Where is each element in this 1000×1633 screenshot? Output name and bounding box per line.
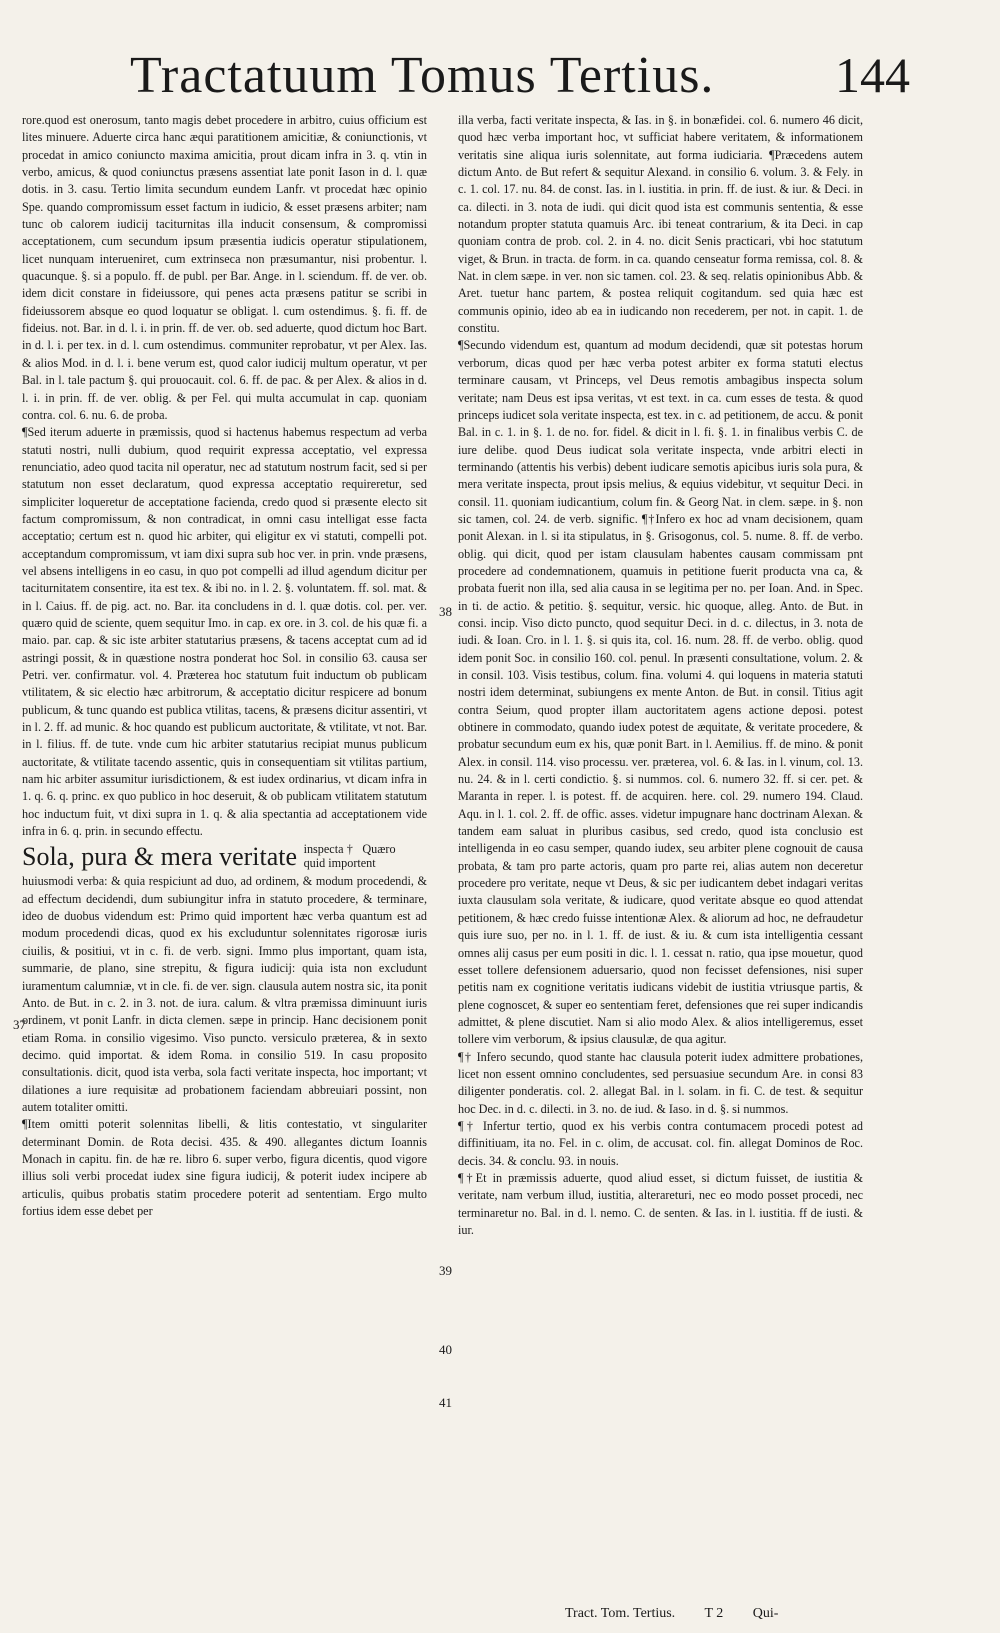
left-paragraph-3: huiusmodi verba: & quia respiciunt ad duo, ad ordinem, & modum procedendi, & ad effectum decidendi, dum subiungitur infra in statuto procedere, & terminare, ideo de duobus videndum est: Primo quid importent hæc verba quantum est ad modum procedendi dicas, quod ex his excluduntur solennitates rigorosæ iuris ciuilis, & positiui, vt in c. fi. de verb. signi. Immo plus important, quam ista, summarie, de plano, sine strepitu, & figura iudicij: quia ista non excludunt iuramentum calumniæ, vt in cle. fi. de ver. sign. clausula autem nostra sic, ita ponit Anto. de But. in c. 2. in 3. not. de iura. calum. & vltra præmissa diminuunt iuris ordinem, vt ponit Lanfr. in dicta clemen. sæpe in princip. Hanc decisionem ponit etiam Roma. in consilio vigesimo. Viso puncto. versiculo præterea, & in sexto decimo. quid importat. & idem Roma. in consilio 519. In casu proposito consultationis. dicit, quod ista verba, sola facti veritate inspecta, hoc important; vt dilationes a iure requisitæ ad probationem faciendam abbreuiari possint, non autem totaliter omitti. (22, 874, 427, 1114)
running-title: Tractatuum Tomus Tertius. (130, 47, 715, 104)
margin-number-40: 40 (439, 1342, 452, 1357)
left-paragraph-1: rore.quod est onerosum, tanto magis debet procedere in arbitro, cuius officium est lites minuere. Aduerte circa hanc æqui paratitionem amicitiæ, & coniunctionis, vt procedat in amico coniuncto maxima amicitia, prout dicam infra in 3. q. vtin in verbo, amicus, & quod coniunctus præsens assentiat late ponit Iason in d. l. quæ dotis. in 3. casu. Tertio limita secundum eundem Lanfr. vt procedat hæc opinio Spe. quando compromissum esset factum in iudicio, & esset præsens arbiter; nam tunc ob calorem iudicij taciturnitas illa inducit consensum, & compromissi acceptationem, cum secundum ipsum præsentia iudicis operatur stipulationem, licet nunquam interueniret, cum extrinseca non præsumantur, nisi probentur. l. quacunque. §. si a populo. ff. de publ. per Bar. Ange. in l. sciendum. ff. de ver. ob. idem dicit constare in fideiussore, qui penes acta præsens patitur se scribi in fideiussorem absque eo quod loquatur se obligat. l. cum ostendimus. §. fi. ff. de fideius. not. Bar. in d. l. i. in prin. ff. de ver. ob. sed aduerte, quod dictum hoc Bart. in d. l. i. per tex. in d. l. cum ostendimus. communiter reprobatur, vt per Alex. Ias. & alios Mod. in d. l. i. bene verum est, quod calor iudicij multum operatur, vt per Bal. in l. tale pactum §. qui prouocauit. col. 6. ff. de pac. & per Alex. & alios in d. l. i. in prin. ff. de ver. oblig. & per Fel. qui multa accumulat in cap. quoniam contra. col. 6. nu. 6. de proba. (22, 113, 427, 422)
margin-number-39: 39 (439, 1263, 452, 1278)
right-paragraph-3: ¶† Infero secundo, quod stante hac clausula poterit iudex admittere probationes, licet non essent omnino concludentes, sed persuasiue secundum Are. in consi 83 diligenter ponderatis. col. 2. allegat Bal. in l. solam. in fi. C. de test. & sequitur hoc Dec. in d. c. dilecti. in 3. no. de iud. & Iaso. in d. §. si nummos. (458, 1049, 863, 1116)
folio-number: 144 (835, 47, 910, 103)
left-column (22, 112, 427, 1597)
footer-signature-line (565, 1606, 965, 1622)
right-paragraph-4: ¶† Infertur tertio, quod ex his verbis contra contumacem procedi potest ad diffinitiuam, ita no. Fel. in c. olim, de accusat. col. fin. allegat Dominos de Roc. decis. 34. & conclu. 93. in nouis. (458, 1118, 863, 1168)
signature-text: Tract. Tom. Tertius. (565, 1606, 676, 1621)
signature-mark: T 2 (704, 1606, 724, 1621)
catchword: Qui- (752, 1606, 779, 1621)
right-paragraph-1: illa verba, facti veritate inspecta, & Ias. in §. in bonæfidei. col. 6. numero 46 dicit, quod hæc verba important hoc, vt sufficiat habere veritatem, & informationem veritatis sine aliqua iuris solennitate, aut forma iudiciaria. ¶Præcedens autem dictum Anto. de But refert & sequitur Alexand. in consilio 6. volum. 3. & Fely. in c. 1. col. 17. nu. 84. de const. Ias. in l. iustitia. in prin. ff. de iust. & iur. & Deci. in ca. dilecti. in 3. nota de iudi. qui dicit quod ista est communis sententia, & esse notandum propter statuta quamuis Arc. ibi teneat contrarium, & ita Deci. in cap quoniam contra de prob. col. 2. in 4. no. dicit Senis practicari, vbi hoc statutum viget, & Brun. in tracta. de form. in ca. quando censeatur forma remissa, col. 8. & Nat. in clem sæpe. in ver. non sic tamen. col. 23. & seq. relatis opinionibus Abb. & Aret. tuetur hanc partem, & postea reliquit cogitandum. sed quia hæc est communis opinio, ideo ab ea in iudicando non recederem, per not. in capit. 1. de constitu. (458, 113, 863, 336)
section-heading-small: inspecta† Quæro quid importent (303, 842, 396, 871)
right-column (458, 112, 863, 1552)
section-heading-large: Sola, pura & mera veritate (22, 842, 298, 872)
section-heading (22, 842, 427, 872)
margin-number-38: 38 (439, 604, 452, 619)
right-paragraph-5: ¶†Et in præmissis aduerte, quod aliud esset, si dictum fuisset, de iustitia & veritate, nam verbum illud, iustitia, alterareturi, nec eo modo posset procedi, nec terminaretur no. Bal. in d. l. nemo. C. de senten. & Ias. in l. iustitia. ff de iusti. & iur. (458, 1170, 863, 1237)
margin-number-41: 41 (439, 1395, 452, 1410)
right-paragraph-2: ¶Secundo videndum est, quantum ad modum decidendi, quæ sit potestas horum verborum, dicas quod per hæc verba potest arbiter ex forma statuti electus terminare causam, vt Princeps, vel Deus remotis ambagibus inspecta solum veritate; nam Deus est ipsa veritas, vt est text. in ca. cum esses de testa. & quod princeps iudicet sola veritate inspecta, est tex. in c. ad petitionem, de accu. & ponit Bal. in c. 1. in §. 1. de no. for. fidel. & dicit in l. fi. §. 1. in finalibus verbis C. de iure delibe. quod Deus iudicat sola veritate inspecta, vnde arbitri electi in terminando (attentis his verbis) debent iudicare semotis apicibus iuris sola pura, & mera veritate inspecta, prout ipsis melius, & equius videbitur, vt sequitur Deci. in consil. 11. quoniam iudicantium, colum fin. & Georg Nat. in clem. sæpe. in §. non sic tamen, col. 24. de verb. signific. ¶†Infero ex hoc ad vnam decisionem, quam ponit Alexan. in l. si ita stipulatus, in §. Grisogonus, col. 5. nume. 8. ff. de verbo. oblig. qui dicit, quod per istam clausulam habentes causam commissam pnt procedere ad condemnationem, quamuis in petitione fuerit producta vna ca, & probata fuerit non illa, sed alia causa in se legitima per no. per Ioan. And. in Spec. in ti. de actio. & petitio. §. sequitur, versic. hic quoque, alleg. Anto. de But. in consi. incip. Viso dicto puncto, quod sequitur Deci. in d. c. dilectus, in 3. nota de iudi. & Ioan. Cro. in l. 1. §. si quis ita, col. 16. num. 28. ff. de verbo. oblig. quod idem ponit Soc. in consilio 160. col. penul. In præsenti consultatione, volum. 2. & in consil. 103. Visis testibus, colum. fina. volumi 4. qui loquens in materia statuti nostri idem determinat, subiungens ex mente Anton. de But. in consil. Titius agit contra Seium, quod propter illam auctoritatem agens actione deposi. potest obtinere in commodato, quando iudex potest de æquitate, & veritate procedere, & probatur secundum eum ex his, quæ ponit Bart. in l. Aemilius. ff. de mino. & ponit Alex. in consil. 114. viso processu. ver. præterea, vol. 6. & Ias. in l. vinum, col. 13. nu. 24. & in l. certi condictio. §. si nummos. col. 6. numero 32. ff. si cer. pet. & Maranta in reper. l. is potest. ff. de acquiren. here. col. 29. numero 194. Claud. Aqu. in l. 1. col. 2. ff. de offic. asses. videtur impugnare hanc doctrinam Alexan. & tandem eam saluat in pluribus casibus, sed credo, quod ista conclusio est intelligenda in eo casu semper, quando iudex, seu arbiter plene cognouit de causa probata, & tam pro parte actoris, quam pro parte rei, alias autem non deceretur procedere pro veritate, neque vt Deus, & sic per iudicantem debet indagari veritas iuxta clausulam sola veritate, & iudicare, quod veritate absque eo quod attendat petitionem, & hæc credo fuisse intentionæ Alex. & aliorum ad hoc, ne defraudetur quis iure suo, per no. in l. 1. ff. de iust. & iu. & cum ista intelligentia cessant omnes alij casus per eum positi in dic. l. 1. cessat n. ratio, qua ipse mouetur, quod esset tollere defensionem aduersario, quod non fecisset defensiones, nisi super petitis nam ex cognitione veritatis iudicans videbit de iustitia vtriusque partis, & plene cognoscet, & super eo sententiam feret, defensiones que rei super indicandis admittet, & plene discutiet. Nam si alio modo Alex. & alios intelligeremus, esset tollere vim verborum, & ipsius clausulæ, de qua agitur. (458, 338, 863, 1047)
left-paragraph-4: ¶Item omitti poterit solennitas libelli, & litis contestatio, vt singulariter determinant Domin. de Rota decisi. 435. & 490. allegantes dictum Ioannis Monach in capitu. fin. de hæ re. libro 6. super verbo, figura dicentis, quod vigore illius soli verbi procedat iudex sine figura iudicij, & poterit iudex incipere ab articulis, quibus probatis statim procedere poterit ad sententiam. Ergo multo fortius idem esse debet per (22, 1117, 427, 1218)
margin-number-37: 37 (13, 1017, 26, 1032)
left-paragraph-2: ¶Sed iterum aduerte in præmissis, quod si hactenus habemus respectum ad verba statuti nostri, nulli dubium, quod requirit expressa acceptatio, vel expressa renunciatio, adeo quod tacita nil operatur, nec ad statutum nostrum facit, sed si per statutum non esset declaratum, quod expressa acceptatio requireretur, sed simpliciter loqueretur de acceptatione facienda, credo quod si præsente electo sit factum compromissum, & non contradicat, in omni casu intelligat esse facta acceptatio; certum est n. quod hic arbiter, qui eligitur ex vi statuti, compelli pot. acceptandum compromissum, vt iam dixi supra sub hoc ver. in prin. vnde præsens, vel absens intelligens in eo casu, in quo pot compelli ad illud agendum dicitur per taciturnitatem consentire, ita est tex. & ibi no. in l. 2. §. voluntatem. ff. sol. mat. & in l. Caius. ff. de pig. act. no. Bar. ita concludens in d. l. quæ dotis. col. per. ver. quæro quid de sciente, quem sequitur Imo. in cap. ex ore. in 3. col. de his quæ fi. a maio. par. cap. & sic iste arbiter statutarius præsens, & tacens acceptat cum ad id astringi possit, & in quæstione nostra ponderat hoc Sol. in consilio 63. causa ser Petri. ver. confirmatur. vol. 4. Præterea hoc statutum fuit inductum ob publicam vtilitatem, & sic electio hæc arbitrorum, & acceptatio dicitur respicere ad bonum publicum, & tunc quando est publica vtilitas, tacens, & præsens dicitur assentiri, vt in l. 2. ff. ad munic. & hoc quando est publicum auctoritate, & vtilitate, vt not. Bar. in l. filius. ff. de tute. vnde cum hic arbiter statutarius recipiat munus publicum auctoritate, & vtilitate tacendo assentic, quis in consequentiam sit vtilitas partium, nam hic arbiter assumitur iurisdictionem, & est iudex ordinarius, vt dicam infra in 1. q. 6. q. princ. ex quo publico in hoc deseruit, & ob publicam vtilitatem statutum hoc inductum fuit, vt dixi supra in 1. q. & alia spectantia ad acceptationem vide infra in 6. q. prin. in secundo effectu. (22, 425, 427, 839)
